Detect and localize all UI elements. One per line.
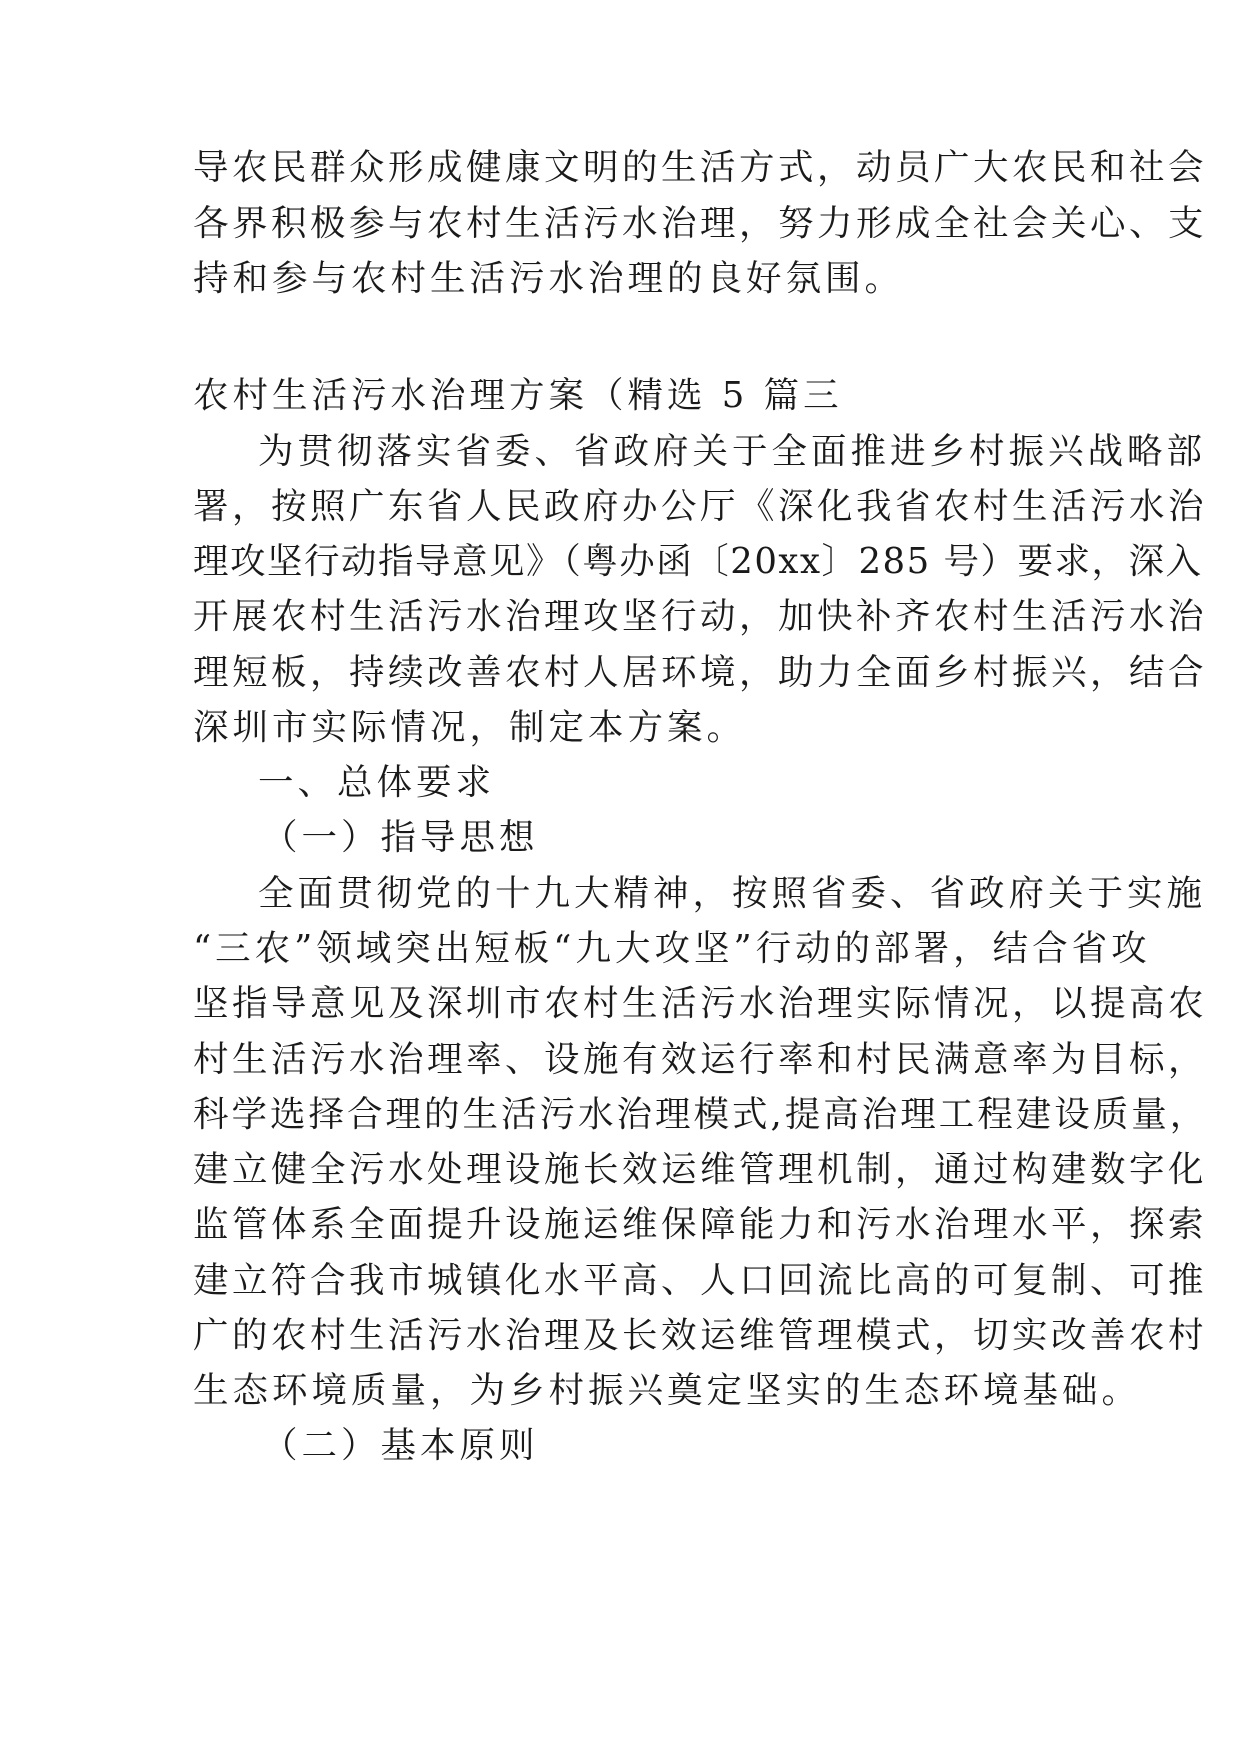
paragraph-line: 署，按照广东省人民政府办公厅《深化我省农村生活污水治 <box>193 486 1208 527</box>
paragraph-line: 导农民群众形成健康文明的生活方式，动员广大农民和社会 <box>193 147 1208 188</box>
paragraph-line: 深圳市实际情况，制定本方案。 <box>193 707 747 748</box>
paragraph-line: 广的农村生活污水治理及长效运维管理模式，切实改善农村 <box>193 1315 1208 1356</box>
paragraph-line: 生态环境质量，为乡村振兴奠定坚实的生态环境基础。 <box>193 1370 1142 1411</box>
paragraph-line: “三农”领域突出短板“九大攻坚”行动的部署，结合省攻 <box>193 928 1151 969</box>
paragraph-line: 村生活污水治理率、设施有效运行率和村民满意率为目标， <box>193 1039 1208 1080</box>
paragraph-line: 科学选择合理的生活污水治理模式,提高治理工程建设质量， <box>193 1094 1209 1135</box>
heading-level-2: （二）基本原则 <box>262 1425 539 1466</box>
paragraph-line: 全面贯彻党的十九大精神，按照省委、省政府关于实施 <box>258 873 1207 914</box>
paragraph-line: 持和参与农村生活污水治理的良好氛围。 <box>193 258 905 299</box>
paragraph-line: 理攻坚行动指导意见》（粤办函〔20xx〕285 号）要求，深入 <box>193 541 1203 582</box>
section-heading: 农村生活污水治理方案（精选 5 篇三 <box>193 375 843 416</box>
heading-level-2: （一）指导思想 <box>262 817 539 858</box>
paragraph-line: 各界积极参与农村生活污水治理，努力形成全社会关心、支 <box>193 203 1208 244</box>
paragraph-line: 开展农村生活污水治理攻坚行动，加快补齐农村生活污水治 <box>193 596 1208 637</box>
paragraph-line: 坚指导意见及深圳市农村生活污水治理实际情况，以提高农 <box>193 983 1208 1024</box>
paragraph-line: 建立符合我市城镇化水平高、人口回流比高的可复制、可推 <box>193 1260 1208 1301</box>
heading-level-1: 一、总体要求 <box>258 762 496 803</box>
paragraph-line: 为贯彻落实省委、省政府关于全面推进乡村振兴战略部 <box>258 431 1207 472</box>
paragraph-line: 理短板，持续改善农村人居环境，助力全面乡村振兴，结合 <box>193 652 1208 693</box>
paragraph-line: 监管体系全面提升设施运维保障能力和污水治理水平，探索 <box>193 1204 1208 1245</box>
paragraph-line: 建立健全污水处理设施长效运维管理机制，通过构建数字化 <box>193 1149 1208 1190</box>
